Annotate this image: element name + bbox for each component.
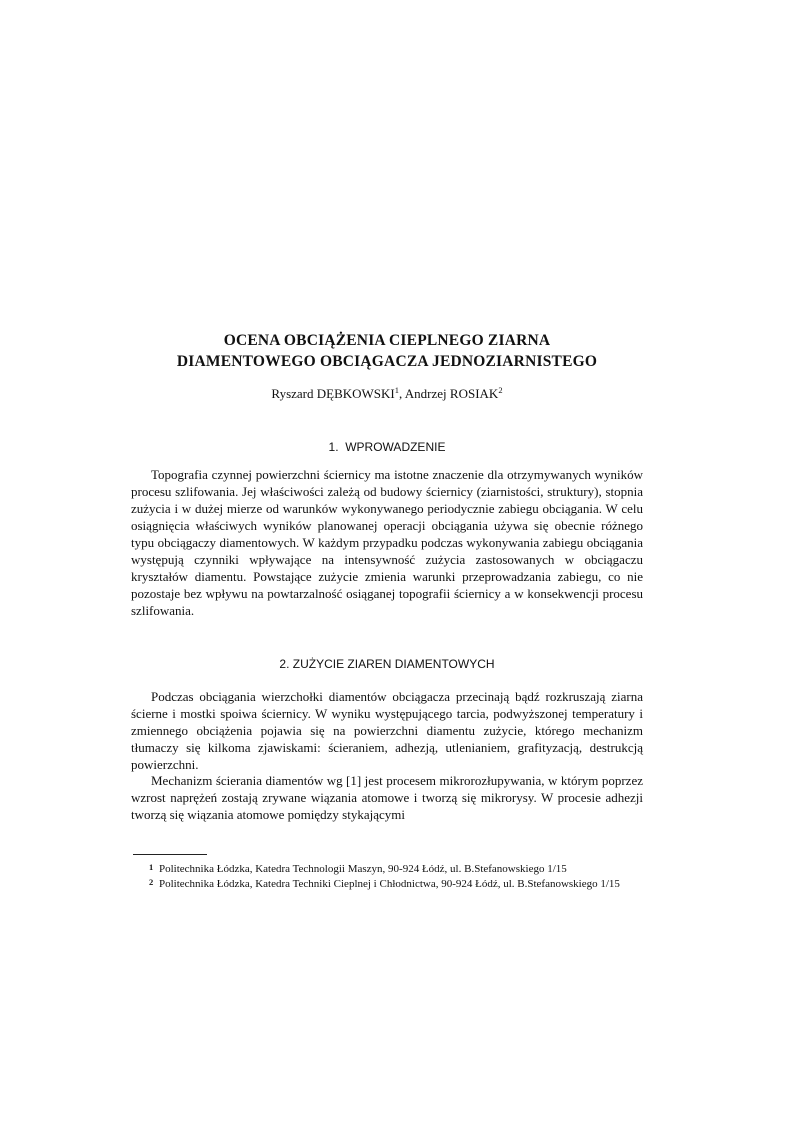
footnote-mark: 2: [149, 877, 154, 887]
footnotes: [131, 862, 643, 892]
author-list: [131, 386, 643, 402]
body-paragraph: Mechanizm ścierania diamentów wg [1] jest procesem mikrorozłupywania, w którym poprzez wzrost naprężeń zostają zrywane wiązania atomowe i tworzą się mikrorysy. W procesie adhezji tworzą się wiązania atomowe pomiędzy stykającymi: [131, 773, 643, 822]
author-affiliation-mark: 2: [498, 385, 503, 395]
paper-title: [131, 330, 643, 372]
footnote-text: Politechnika Łódzka, Katedra Technologii Maszyn, 90-924 Łódź, ul. B.Stefanowskiego 1/15: [159, 863, 567, 875]
footnote: [131, 877, 643, 892]
author-separator: ,: [399, 386, 405, 401]
author-affiliation-mark: 1: [394, 385, 399, 395]
section-heading-wear: 2. ZUŻYCIE ZIAREN DIAMENTOWYCH: [279, 657, 495, 671]
footnote-separator: [133, 854, 207, 855]
footnote-mark: 1: [149, 862, 154, 872]
footnote: [131, 862, 643, 877]
title-line-1: OCENA OBCIĄŻENIA CIEPLNEGO ZIARNA: [223, 332, 551, 349]
body-paragraph: Podczas obciągania wierzchołki diamentów obciągacza przecinają bądź rozkruszają ziarna ścierne i mostki spoiwa ściernicy. W wyniku występującego tarcia, podwyższonej temperatury i zmiennego obciążenia pojawia się na powierzchni diamentu zużycie, którego mechanizm tłumaczy się kilkoma zjawiskami: ścieraniem, adhezją, utlenianiem, grafityzacją, destrukcją powierzchni.: [131, 689, 643, 772]
title-line-2: DIAMENTOWEGO OBCIĄGACZA JEDNOZIARNISTEGO: [176, 353, 598, 370]
footnote-text: Politechnika Łódzka, Katedra Techniki Cieplnej i Chłodnictwa, 90-924 Łódź, ul. B.Stefanowskiego 1/15: [159, 878, 620, 890]
author-name: Andrzej ROSIAK: [404, 386, 499, 401]
body-paragraph: Topografia czynnej powierzchni ściernicy ma istotne znaczenie dla otrzymywanych wyników procesu szlifowania. Jej właściwości zależą od budowy ściernicy (ziarnistości, struktury), stopnia zużycia i w dużej mierze od warunków wykonywanego periodycznie zabiegu obciągania. W celu osiągnięcia właściwych wyników planowanej operacji obciągania używa się obecnie różnego typu obciągaczy diamentowych. W każdym przypadku podczas wykonywania zabiegu obciągania występują czynniki wpływające na intensywność zużycia zastosowanych w obciągaczu kryształów diamentu. Powstające zużycie zmienia warunki przeprowadzania zabiegu, co nie pozostaje bez wpływu na powtarzalność osiąganej topografii ściernicy a w konsekwencji procesu szlifowania.: [131, 467, 643, 618]
section-heading-introduction: 1. WPROWADZENIE: [328, 440, 446, 454]
author-name: Ryszard DĘBKOWSKI: [271, 386, 395, 401]
